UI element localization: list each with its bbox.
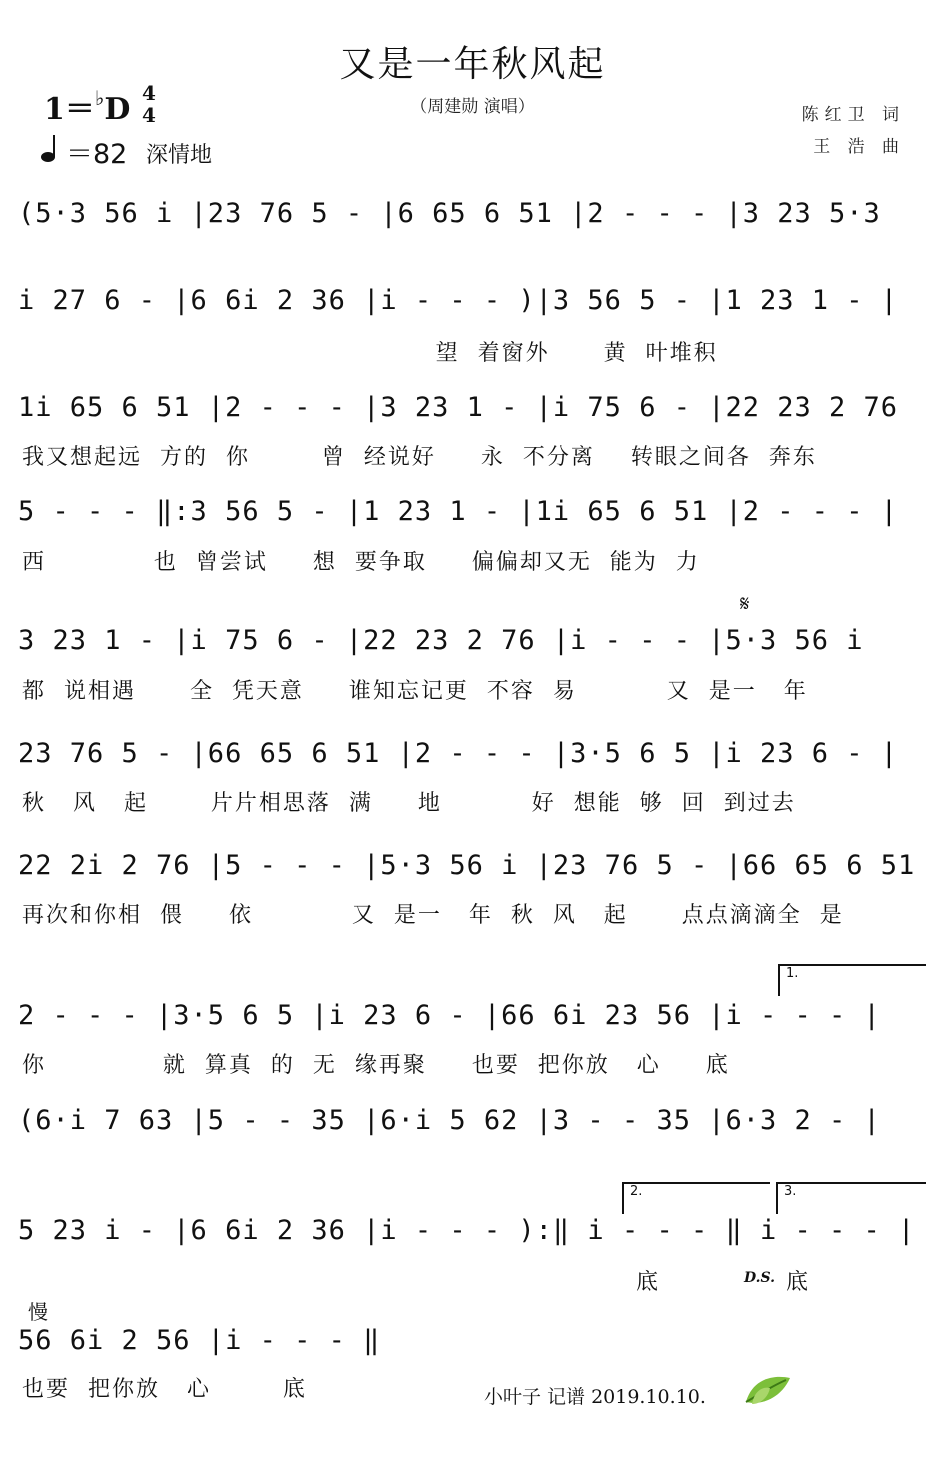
key-prefix: 1＝ [44, 92, 95, 127]
key-signature [44, 84, 130, 128]
lyric-row-5: 都 说相遇 全 凭天意 谁知忘记更 不容 易 又 是一 年 [22, 679, 808, 704]
composer-credit: 王 浩 曲 [813, 137, 905, 157]
time-signature [142, 82, 156, 126]
score-row-9: (6·i 7 63 |5 - - 35 |6·i 5 62 |3 - - 35 |6·3 2 - | [18, 1105, 881, 1136]
volta-2-label: 2. [630, 1184, 643, 1199]
score-row-8: 2 - - - |3·5 6 5 |i 23 6 - |66 6i 23 56 |i - - - | [18, 1000, 881, 1031]
page-title: 又是一年秋风起 [339, 44, 606, 85]
time-top: 4 [142, 81, 156, 105]
score-row-4: 5 - - - ‖:3 56 5 - |1 23 1 - |1i 65 6 51 |2 - - - | [18, 496, 899, 527]
volta-2-bracket [622, 1182, 770, 1214]
tempo-mark [40, 132, 127, 171]
ds-mark: D.S. [744, 1270, 776, 1286]
score-row-2: i 27 6 - |6 6i 2 36 |i - - - )|3 56 5 - |1 23 1 - | [18, 285, 899, 316]
subtitle: （周建勋 演唱） [410, 97, 535, 117]
score-row-10: 5 23 i - |6 6i 2 36 |i - - - ):‖ i - - - ‖ i - - - | [18, 1215, 916, 1246]
transcriber-credit: 小叶子 记谱 2019.10.10. [484, 1386, 706, 1408]
segno-icon: 𝄋 [740, 592, 750, 617]
tempo-value: ＝82 [66, 139, 128, 170]
lyric-row-11: 也要 把你放 心 底 [22, 1377, 307, 1402]
score-row-6: 23 76 5 - |66 65 6 51 |2 - - - |3·5 6 5 |i 23 6 - | [18, 738, 899, 769]
lyric-row-4: 西 也 曾尝试 想 要争取 偏偏却又无 能为 力 [22, 550, 700, 575]
expression-mark: 深情地 [146, 143, 213, 168]
key-note: D [104, 92, 131, 127]
flat-symbol: ♭ [94, 86, 105, 110]
lyric-row-7: 再次和你相 偎 依 又 是一 年 秋 风 起 点点滴滴全 是 [22, 903, 844, 928]
lyric-row-6: 秋 风 起 片片相思落 满 地 好 想能 够 回 到过去 [22, 791, 796, 816]
volta-3-bracket [776, 1182, 926, 1214]
score-row-3: 1i 65 6 51 |2 - - - |3 23 1 - |i 75 6 - |22 23 2 76 [18, 392, 899, 423]
lyric-row-8: 你 就 算真 的 无 缘再聚 也要 把你放 心 底 [22, 1053, 730, 1078]
slow-mark: 慢 [28, 1300, 48, 1324]
leaf-icon [742, 1372, 794, 1412]
volta-3-label: 3. [784, 1184, 797, 1199]
lyric-ending-3: 底 [786, 1270, 811, 1295]
quarter-note-icon [40, 133, 66, 170]
lyric-row-3: 我又想起远 方的 你 曾 经说好 永 不分离 转眼之间各 奔东 [22, 445, 817, 470]
lyric-row-2: 望 着窗外 黄 叶堆积 [22, 341, 718, 366]
volta-1-bracket [778, 964, 926, 996]
score-row-1: (5·3 56 i |23 76 5 - |6 65 6 51 |2 - - - |3 23 5·3 [18, 198, 881, 229]
volta-1-label: 1. [786, 966, 799, 981]
time-bottom: 4 [142, 103, 156, 127]
score-row-7: 22 2i 2 76 |5 - - - |5·3 56 i |23 76 5 - |66 65 6 51 [18, 850, 916, 881]
score-row-5: 3 23 1 - |i 75 6 - |22 23 2 76 |i - - - |5·3 56 i [18, 625, 864, 656]
lyricist-credit: 陈红卫 词 [801, 105, 905, 125]
score-row-11: 56 6i 2 56 |i - - - ‖ [18, 1325, 381, 1356]
lyric-ending-2: 底 [636, 1270, 661, 1295]
